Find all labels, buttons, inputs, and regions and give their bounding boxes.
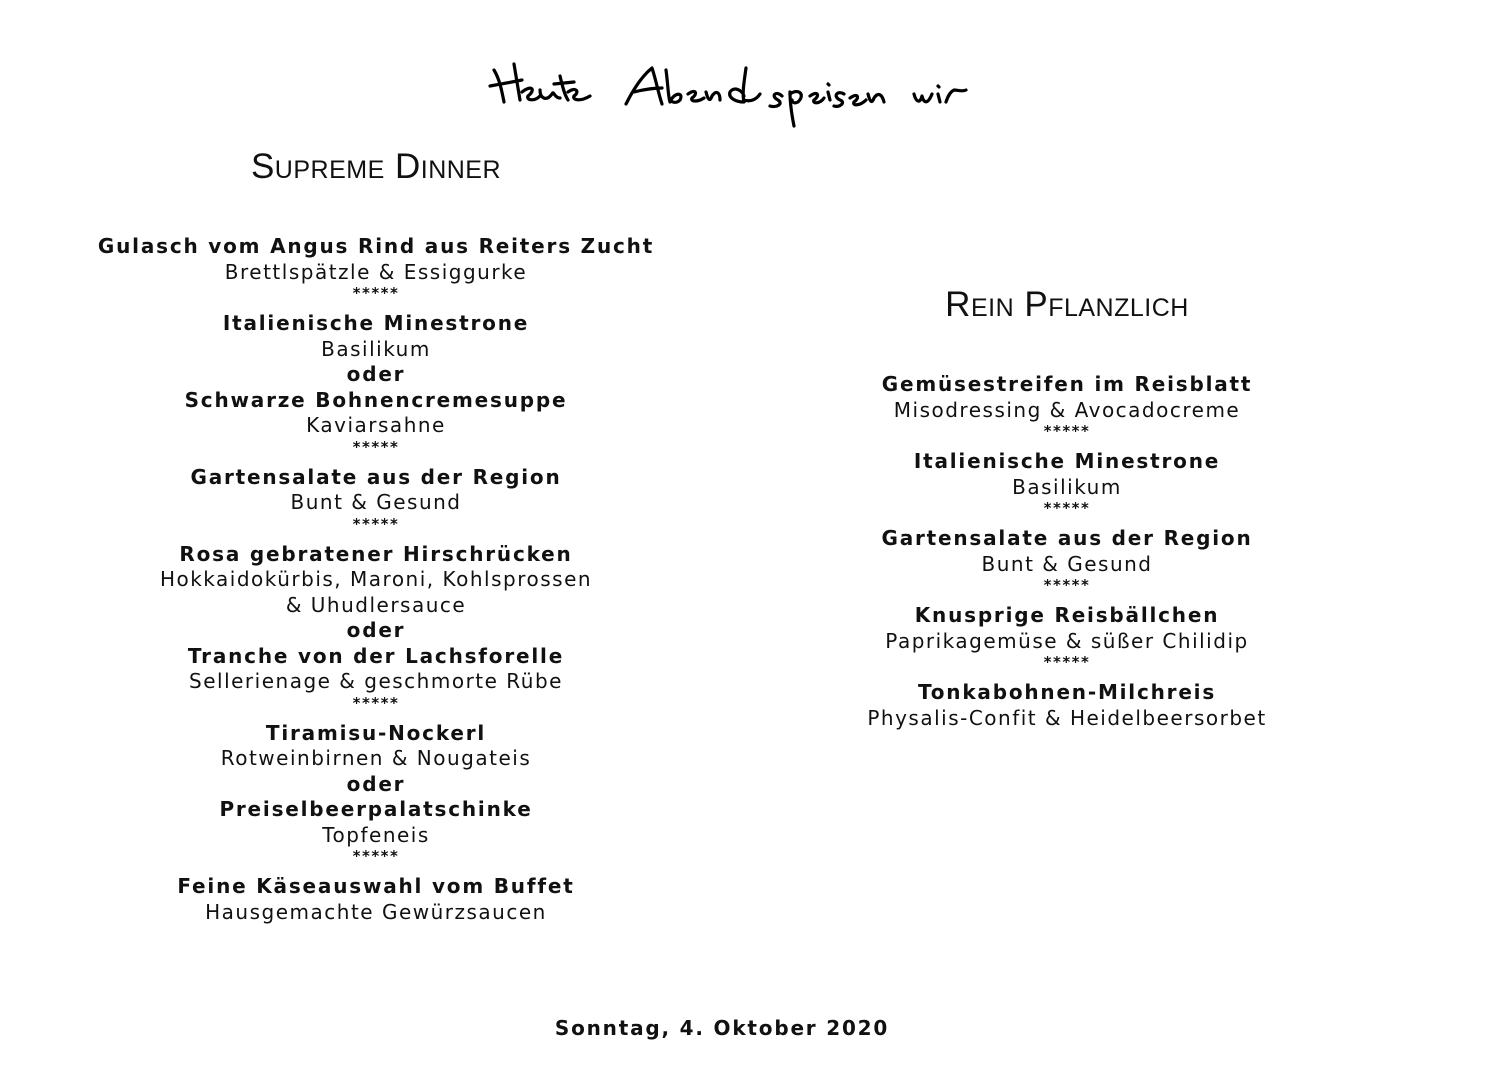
course-name: Preiselbeerpalatschinke <box>219 797 533 821</box>
course-description: Hokkaidokürbis, Maroni, Kohlsprossen <box>159 567 593 591</box>
course-separator: ***** <box>1043 576 1091 594</box>
course-name: Tranche von der Lachsforelle <box>187 643 565 668</box>
course-name: Tiramisu-Nockerl <box>265 720 487 745</box>
course-description: Basilikum <box>1012 474 1122 499</box>
menu-course <box>767 603 1367 654</box>
course-description: & Uhudlersauce <box>285 592 467 617</box>
menu-course <box>76 797 676 848</box>
course-description: Topfeneis <box>322 822 430 847</box>
course-description: Sellerienage & geschmorte Rübe <box>189 669 563 693</box>
menu-course <box>76 311 676 362</box>
handwritten-header <box>0 40 1512 140</box>
course-separator: ***** <box>1043 422 1091 440</box>
course-name: Tonkabohnen-Milchreis <box>917 680 1217 704</box>
course-name: Feine Käseauswahl vom Buffet <box>177 874 575 898</box>
supreme-dinner-column <box>76 145 676 925</box>
course-separator: ***** <box>352 847 400 865</box>
menu-course <box>76 874 676 925</box>
rein-pflanzlich-column <box>767 283 1367 731</box>
course-separator: ***** <box>1043 499 1091 517</box>
menu-course <box>76 465 676 516</box>
course-name: Italienische Minestrone <box>222 311 530 335</box>
course-description: Misodressing & Avocadocreme <box>893 397 1241 422</box>
menu-course <box>767 680 1367 731</box>
course-description: Paprikagemüse & süßer Chilidip <box>885 628 1249 653</box>
alternative-label: oder <box>346 362 406 386</box>
supreme-dinner-menu <box>76 234 676 925</box>
course-name: Gemüsestreifen im Reisblatt <box>881 372 1253 396</box>
course-separator: ***** <box>352 693 400 712</box>
course-description: Hausgemachte Gewürzsaucen <box>205 899 547 924</box>
course-separator: ***** <box>1043 653 1091 671</box>
course-name: Rosa gebratener Hirschrücken <box>179 541 573 566</box>
course-description: Brettlspätzle & Essiggurke <box>224 259 528 284</box>
menu-course <box>76 542 676 619</box>
handwritten-title-image <box>476 40 1036 140</box>
course-separator: ***** <box>352 284 400 302</box>
course-description: Basilikum <box>321 336 431 361</box>
rein-pflanzlich-menu <box>767 372 1367 731</box>
course-description: Physalis-Confit & Heidelbeersorbet <box>867 705 1267 730</box>
course-name: Gulasch vom Angus Rind aus Reiters Zucht <box>97 234 655 258</box>
course-separator: ***** <box>352 514 400 533</box>
course-description: Bunt & Gesund <box>981 551 1153 576</box>
menu-course <box>767 526 1367 577</box>
course-description: Kaviarsahne <box>306 413 446 437</box>
course-name: Gartensalate aus der Region <box>881 526 1253 550</box>
menu-date: Sonntag, 4. Oktober 2020 <box>554 1016 890 1040</box>
course-description: Rotweinbirnen & Nougateis <box>220 746 532 770</box>
course-name: Knusprige Reisbällchen <box>914 603 1220 627</box>
menu-course <box>76 721 676 772</box>
course-description: Bunt & Gesund <box>290 490 462 514</box>
course-separator: ***** <box>352 437 400 456</box>
menu-course <box>767 449 1367 500</box>
supreme-dinner-title: Supreme Dinner <box>250 147 502 186</box>
course-name: Gartensalate aus der Region <box>190 464 562 489</box>
alternative-label: oder <box>346 618 406 642</box>
menu-course <box>76 234 676 285</box>
rein-pflanzlich-title: Rein Pflanzlich <box>945 285 1189 324</box>
menu-course <box>767 372 1367 423</box>
alternative-label: oder <box>346 771 406 796</box>
menu-course <box>76 644 676 695</box>
course-name: Schwarze Bohnencremesuppe <box>184 387 568 412</box>
menu-course <box>76 388 676 439</box>
course-name: Italienische Minestrone <box>913 449 1221 473</box>
